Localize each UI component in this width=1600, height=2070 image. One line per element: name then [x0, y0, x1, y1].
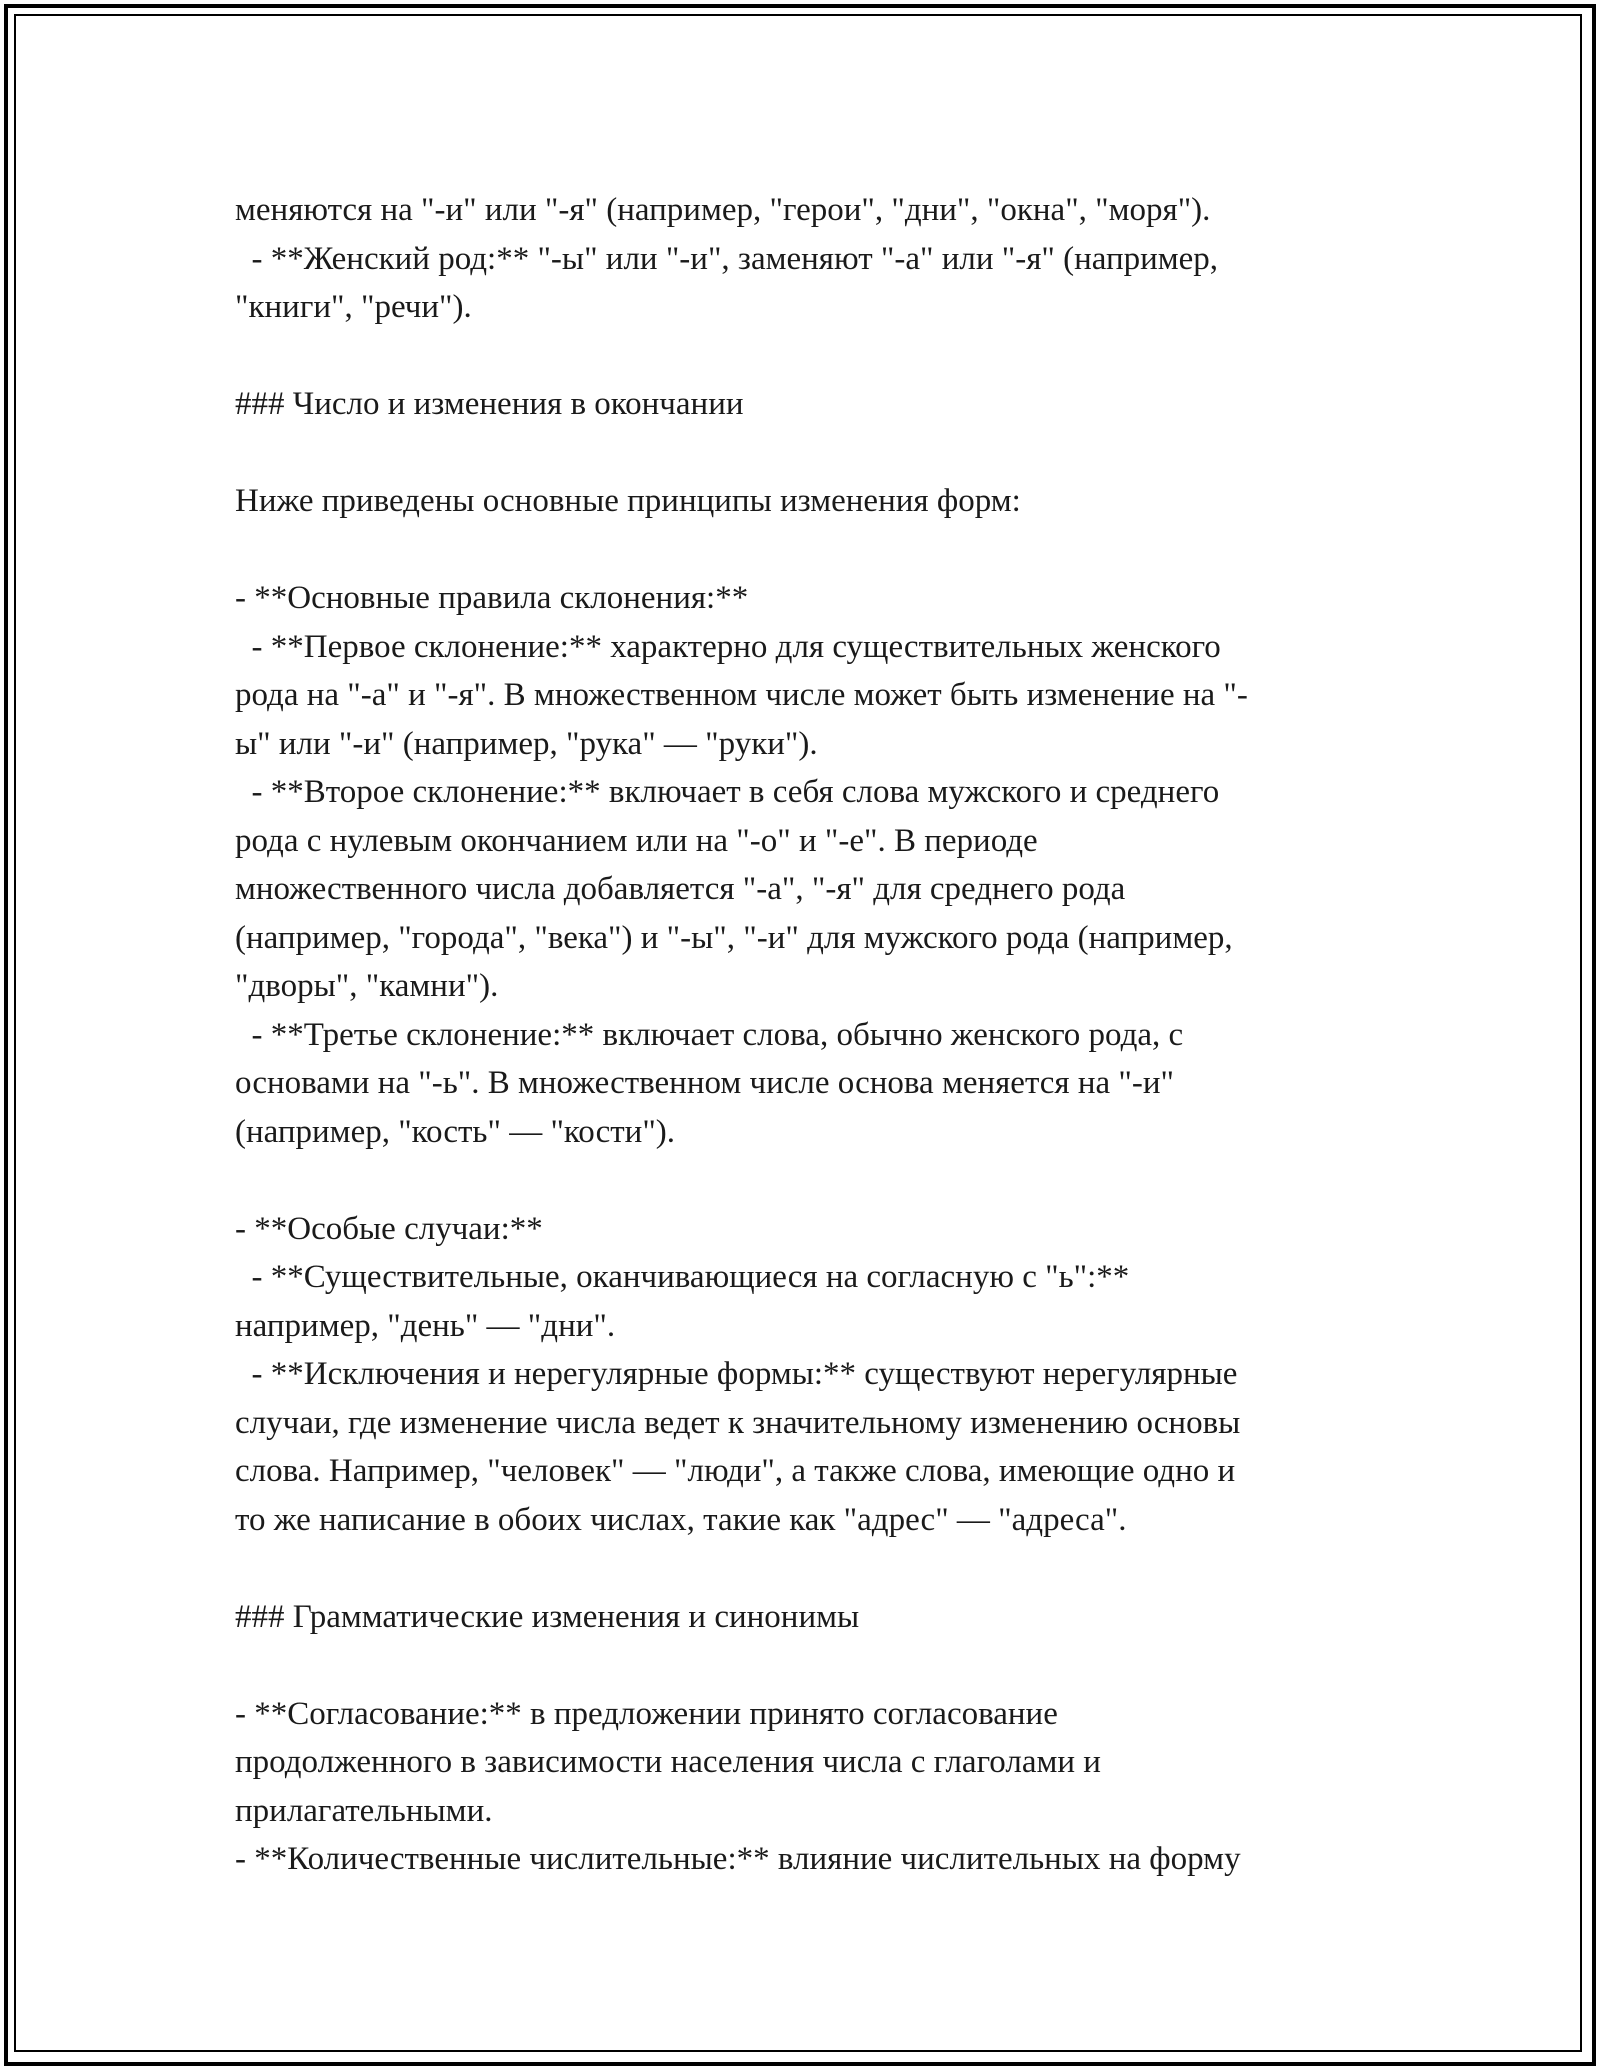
section-heading: ### Число и изменения в окончании	[235, 386, 744, 422]
list-item: - **Существительные, оканчивающиеся на согласную с "ь":**	[235, 1259, 1130, 1295]
list-item: - **Второе склонение:** включает в себя слова мужского и среднего	[235, 774, 1220, 810]
text-line: прилагательными.	[235, 1792, 493, 1829]
text-line: рода с нулевым окончанием или на "-о" и "-е". В периоде	[235, 822, 1038, 859]
blank-line	[235, 332, 1375, 381]
text-line: множественного числа добавляется "-а", "-я" для среднего рода	[235, 871, 1126, 907]
text-line: рода на "-а" и "-я". В множественном числе может быть изменение на "-	[235, 677, 1248, 713]
list-item: - **Третье склонение:** включает слова, обычно женского рода, с	[235, 1016, 1184, 1053]
text-line: (например, "города", "века") и "-ы", "-и" для мужского рода (например,	[235, 919, 1233, 956]
list-item: - **Исключения и нерегулярные формы:** существуют нерегулярные	[235, 1356, 1238, 1392]
text-line: меняются на "-и" или "-я" (например, "герои", "дни", "окна", "моря").	[235, 192, 1211, 228]
text-line: случаи, где изменение числа ведет к значительному изменению основы	[235, 1404, 1241, 1441]
document-body	[235, 186, 1375, 1884]
text-line: Ниже приведены основные принципы изменения форм:	[235, 483, 1021, 519]
list-item: - **Основные правила склонения:**	[235, 580, 749, 616]
blank-line	[235, 1544, 1375, 1593]
list-item: - **Первое склонение:** характерно для существительных женского	[235, 628, 1221, 665]
text-line: например, "день" — "дни".	[235, 1307, 616, 1344]
list-item: - **Количественные числительные:** влияние числительных на форму	[235, 1841, 1241, 1877]
section-heading: ### Грамматические изменения и синонимы	[235, 1598, 860, 1635]
list-item: - **Согласование:** в предложении принято согласование	[235, 1695, 1058, 1732]
blank-line	[235, 526, 1375, 575]
blank-line	[235, 1156, 1375, 1205]
text-line: слова. Например, "человек" — "люди", а также слова, имеющие одно и	[235, 1453, 1236, 1489]
text-line: ы" или "-и" (например, "рука" — "руки").	[235, 725, 818, 762]
text-line: "дворы", "камни").	[235, 968, 499, 1004]
text-line: основами на "-ь". В множественном числе основа меняется на "-и"	[235, 1065, 1175, 1101]
text-line: - **Женский род:** "-ы" или "-и", заменяют "-а" или "-я" (например,	[235, 240, 1219, 277]
list-item: - **Особые случаи:**	[235, 1210, 543, 1247]
text-line: продолженного в зависимости населения числа с глаголами и	[235, 1744, 1101, 1780]
text-line: то же написание в обоих числах, такие как "адрес" — "адреса".	[235, 1501, 1127, 1538]
text-line: (например, "кость" — "кости").	[235, 1113, 676, 1150]
text-line: "книги", "речи").	[235, 289, 472, 325]
blank-line	[235, 429, 1375, 478]
blank-line	[235, 1641, 1375, 1690]
